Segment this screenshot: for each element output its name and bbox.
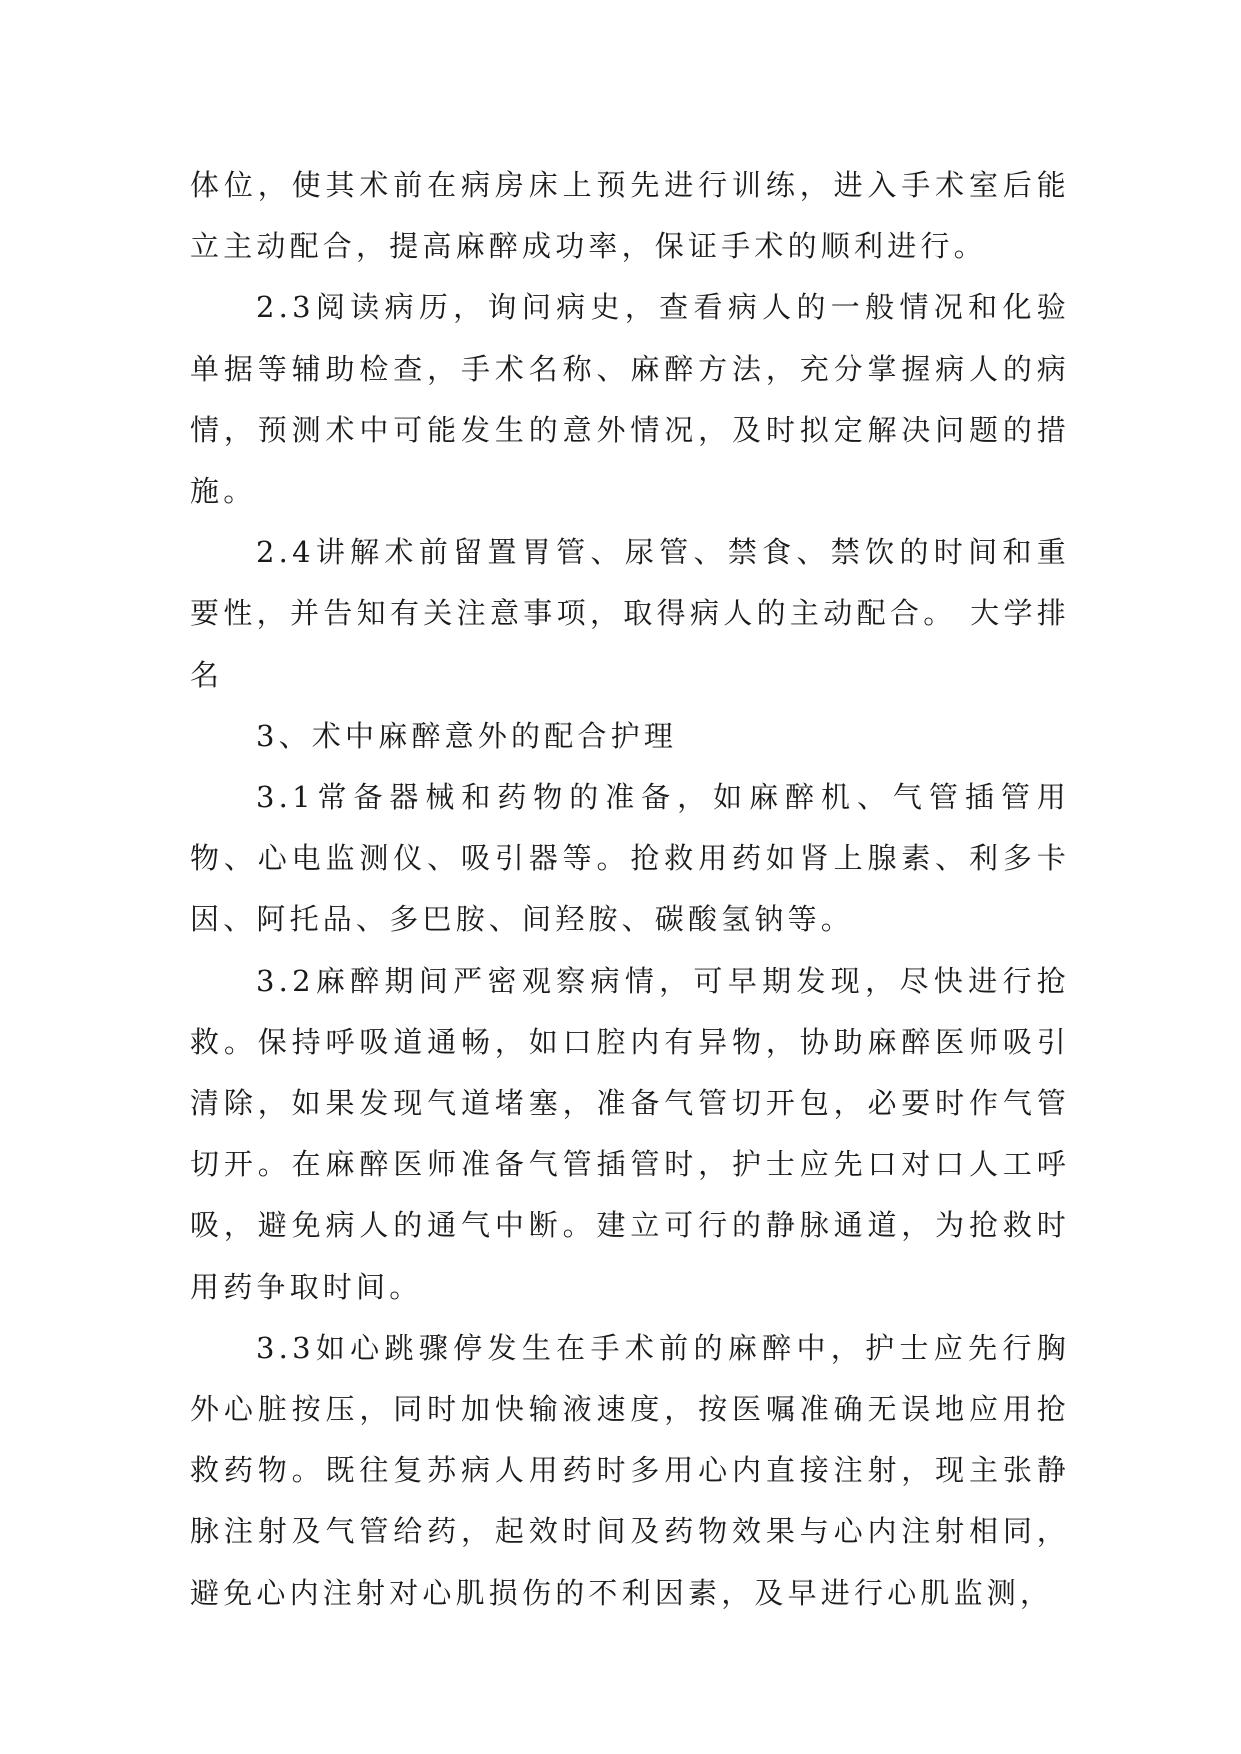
paragraph-2-3-review-records: 2.3阅读病历，询问病史，查看病人的一般情况和化验单据等辅助检查，手术名称、麻醉方法，充分掌握病人的病情，预测术中可能发生的意外情况，及时拟定解决问题的措施。	[190, 290, 1070, 509]
document-body	[190, 155, 1070, 1624]
section-heading-3: 3、术中麻醉意外的配合护理	[256, 718, 678, 753]
paragraph-3-3-cardiac-arrest: 3.3如心跳骤停发生在手术前的麻醉中，护士应先行胸外心脏按压，同时加快输液速度，按医嘱准确无误地应用抢救药物。既往复苏病人用药时多用心内直接注射，现主张静脉注射及气管给药，起效时间及药物效果与心内注射相同，避免心内注射对心肌损伤的不利因素，及早进行心肌监测，	[190, 1330, 1070, 1610]
paragraph-position-training: 体位，使其术前在病房床上预先进行训练，进入手术室后能立主动配合，提高麻醉成功率，保证手术的顺利进行。	[190, 168, 1070, 264]
paragraph-3-2-observation: 3.2麻醉期间严密观察病情，可早期发现，尽快进行抢救。保持呼吸道通畅，如口腔内有异物，协助麻醉医师吸引清除，如果发现气道堵塞，准备气管切开包，必要时作气管切开。在麻醉医师准备气管插管时，护士应先口对口人工呼吸，避免病人的通气中断。建立可行的静脉通道，为抢救时用药争取时间。	[190, 963, 1070, 1304]
paragraph-3-1-equipment-drugs: 3.1常备器械和药物的准备，如麻醉机、气管插管用物、心电监测仪、吸引器等。抢救用药如肾上腺素、利多卡因、阿托品、多巴胺、间羟胺、碳酸氢钠等。	[190, 780, 1070, 937]
paragraph-2-4-preop-explanation: 2.4讲解术前留置胃管、尿管、禁食、禁饮的时间和重要性，并告知有关注意事项，取得病人的主动配合。 大学排名	[190, 535, 1070, 692]
